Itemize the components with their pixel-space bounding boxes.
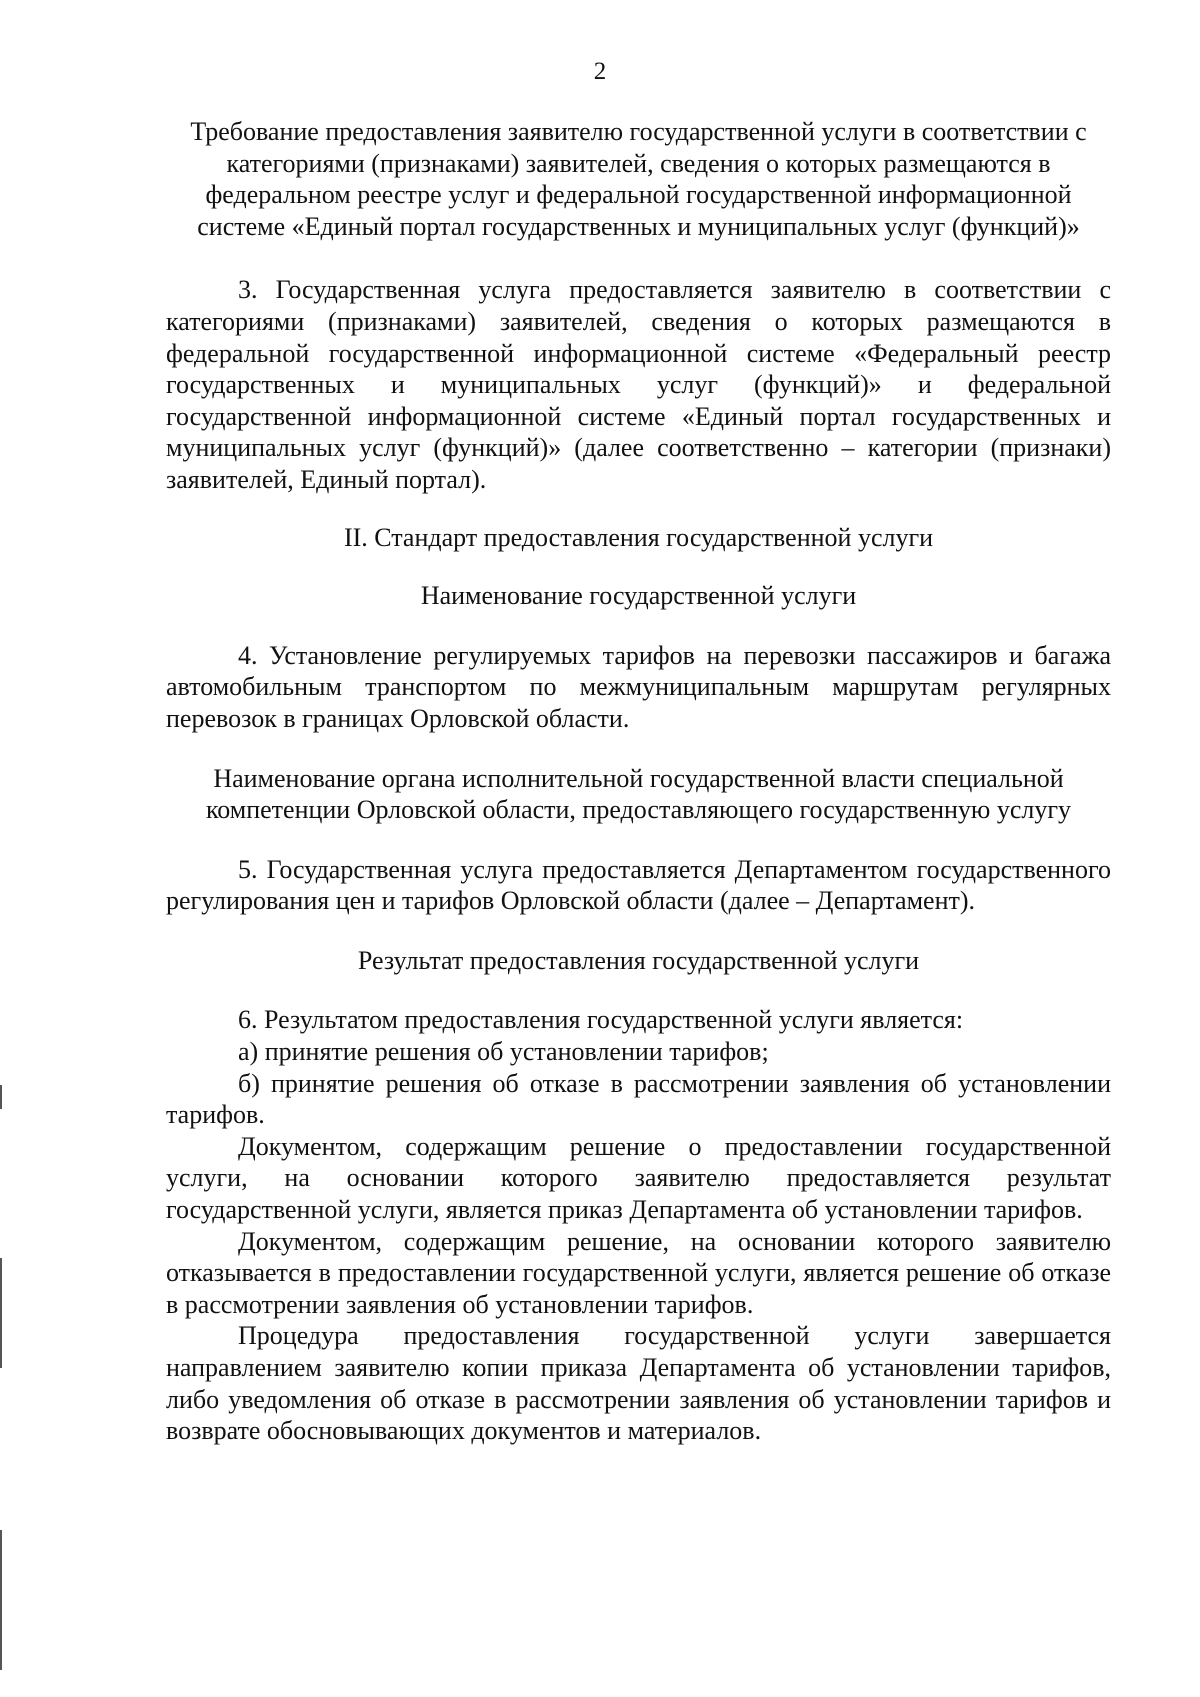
page-number: 2	[593, 58, 607, 85]
heading-authority: Наименование органа исполнительной государственной власти специальной компетенции Орловской области, предоставляющего государственную услугу	[205, 763, 1072, 825]
document-body	[166, 116, 1111, 1447]
heading-service-result: Результат предоставления государственной услуги	[357, 945, 920, 975]
result-item-a: а) принятие решения об установлении тарифов;	[238, 1037, 769, 1067]
heading-service-name: Наименование государственной услуги	[420, 581, 857, 611]
paragraph-6: 6. Результатом предоставления государственной услуги является:	[238, 1005, 964, 1035]
scan-margin-line	[0, 1085, 2, 1109]
requirement-title: Требование предоставления заявителю государственной услуги в соответствии с категориями (признаками) заявителей, сведения о которых размещаются в федеральном реестре услуг и федеральной государственной информационной системе «Единый портал государственных и муниципальных услуг (функций)»	[190, 117, 1087, 241]
section-heading-standard: II. Стандарт предоставления государственной услуги	[343, 522, 934, 552]
paragraph-procedure: Процедура предоставления государственной услуги завершается направлением заявителю копии приказа Департамента об установлении тарифов, либо уведомления об отказе в рассмотрении заявления об установлении тарифов и возврате обосновывающих документов и материалов.	[166, 1321, 1111, 1446]
paragraph-3: 3. Государственная услуга предоставляется заявителю в соответствии с категориями (признаками) заявителей, сведения о которых размещаются в федеральной государственной информационной системе «Федеральный реестр государственных и муниципальных услуг (функций)» и федеральной государственной информационной системе «Единый портал государственных и муниципальных услуг (функций)» (далее соответственно – категории (признаки) заявителей, Единый портал).	[166, 275, 1111, 494]
paragraph-5: 5. Государственная услуга предоставляется Департаментом государственного регулирования цен и тарифов Орловской области (далее – Департамент).	[166, 854, 1111, 916]
paragraph-4: 4. Установление регулируемых тарифов на перевозки пассажиров и багажа автомобильным транспортом по межмуниципальным маршрутам регулярных перевозок в границах Орловской области.	[166, 640, 1111, 733]
scan-margin-line	[0, 1530, 2, 1670]
paragraph-decision-document: Документом, содержащим решение о предоставлении государственной услуги, на основании которого заявителю предоставляется результат государственной услуги, является приказ Департамента об установлении тарифов.	[166, 1131, 1111, 1225]
scan-margin-line	[0, 1258, 2, 1368]
paragraph-refusal-document: Документом, содержащим решение, на основании которого заявителю отказывается в предоставлении государственной услуги, является решение об отказе в рассмотрении заявления об установлении тарифов.	[166, 1226, 1111, 1319]
result-item-b: б) принятие решения об отказе в рассмотрении заявления об установлении тарифов.	[166, 1068, 1111, 1130]
